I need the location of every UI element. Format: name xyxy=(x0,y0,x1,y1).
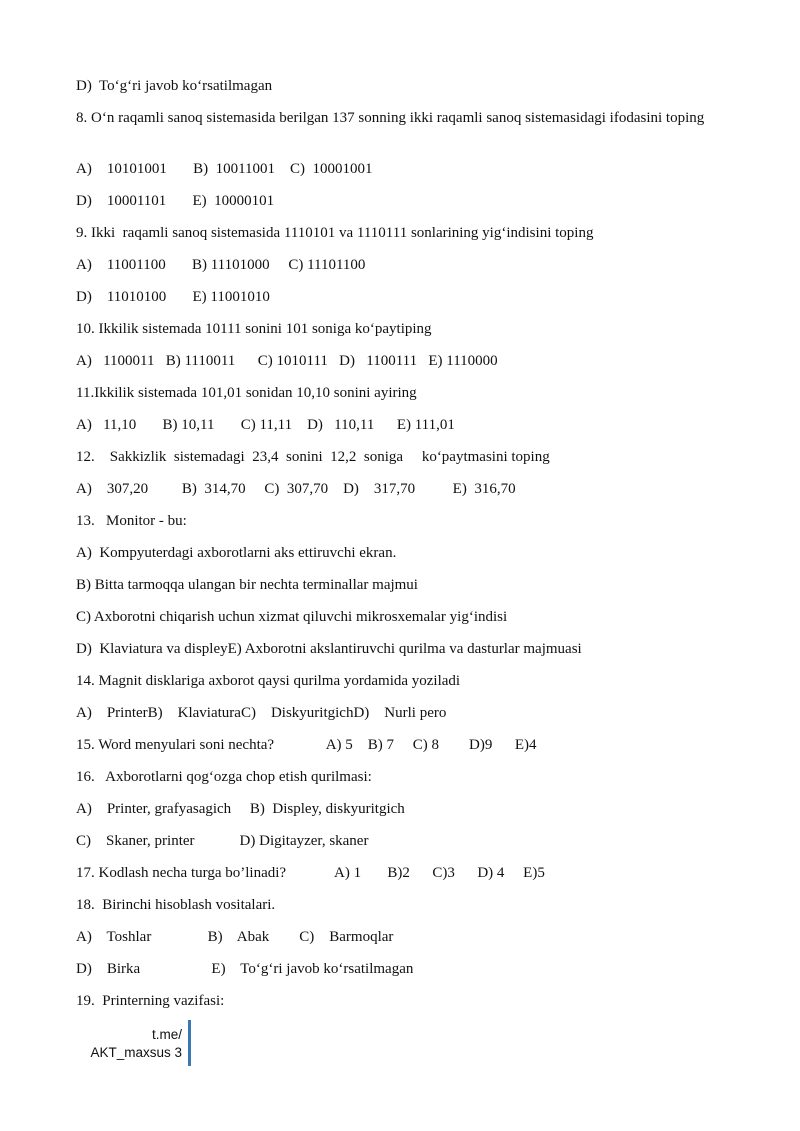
footer-link-line1: t.me/ xyxy=(151,1027,182,1042)
answer-line: D) Klaviatura va displeyE) Axborotni akslantiruvchi qurilma va dasturlar majmuasi xyxy=(76,641,582,657)
question-12: 12. Sakkizlik sistemadagi 23,4 sonini 12,2 soniga ko‘paytmasini toping xyxy=(76,449,550,465)
question-11: 11.Ikkilik sistemada 101,01 sonidan 10,10 sonini ayiring xyxy=(76,385,417,401)
question-8: 8. O‘n raqamli sanoq sistemasida berilgan 137 sonning ikki raqamli sanoq sistemasidagi ifodasini toping xyxy=(76,110,705,126)
answer-line: A) 11001100 B) 11101000 C) 11101100 xyxy=(76,257,366,273)
question-16: 16. Axborotlarni qog‘ozga chop etish qurilmasi: xyxy=(76,769,372,785)
question-9: 9. Ikki raqamli sanoq sistemasida 1110101 va 1110111 sonlarining yig‘indisini toping xyxy=(76,225,594,241)
question-17: 17. Kodlash necha turga bo’linadi? A) 1 B)2 C)3 D) 4 E)5 xyxy=(76,865,545,881)
answer-line: A) 10101001 B) 10011001 C) 10001001 xyxy=(76,161,373,177)
question-15: 15. Word menyulari soni nechta? A) 5 B) 7 C) 8 D)9 E)4 xyxy=(76,737,537,753)
question-10: 10. Ikkilik sistemada 10111 sonini 101 soniga ko‘paytiping xyxy=(76,321,432,337)
question-13: 13. Monitor - bu: xyxy=(76,513,187,529)
answer-line: B) Bitta tarmoqqa ulangan bir nechta terminallar majmui xyxy=(76,577,418,593)
question-14: 14. Magnit disklariga axborot qaysi qurilma yordamida yoziladi xyxy=(76,673,461,689)
answer-line: A) 1100011 B) 1110011 C) 1010111 D) 1100111 E) 1110000 xyxy=(76,353,498,369)
footer-accent-bar xyxy=(188,1020,191,1066)
answer-line: A) PrinterB) KlaviaturaC) DiskyuritgichD) Nurli pero xyxy=(76,705,447,721)
answer-line: C) Skaner, printer D) Digitayzer, skaner xyxy=(76,833,369,849)
answer-line: D) 11010100 E) 11001010 xyxy=(76,289,270,305)
answer-line: D) 10001101 E) 10000101 xyxy=(76,193,275,209)
text-line: D) To‘g‘ri javob ko‘rsatilmagan xyxy=(76,78,273,94)
answer-line: A) 307,20 B) 314,70 C) 307,70 D) 317,70 E) 316,70 xyxy=(76,481,516,497)
answer-line: A) Kompyuterdagi axborotlarni aks ettiruvchi ekran. xyxy=(76,545,397,561)
answer-line: A) Toshlar B) Abak C) Barmoqlar xyxy=(76,929,394,945)
answer-line: A) 11,10 B) 10,11 C) 11,11 D) 110,11 E) 111,01 xyxy=(76,417,455,433)
question-18: 18. Birinchi hisoblash vositalari. xyxy=(76,897,276,913)
footer-link-line2: AKT_maxsus 3 xyxy=(90,1045,182,1060)
question-19: 19. Printerning vazifasi: xyxy=(76,993,225,1009)
answer-line: D) Birka E) To‘g‘ri javob ko‘rsatilmagan xyxy=(76,961,414,977)
answer-line: A) Printer, grafyasagich B) Displey, diskyuritgich xyxy=(76,801,405,817)
answer-line: C) Axborotni chiqarish uchun xizmat qiluvchi mikrosxemalar yig‘indisi xyxy=(76,609,508,625)
